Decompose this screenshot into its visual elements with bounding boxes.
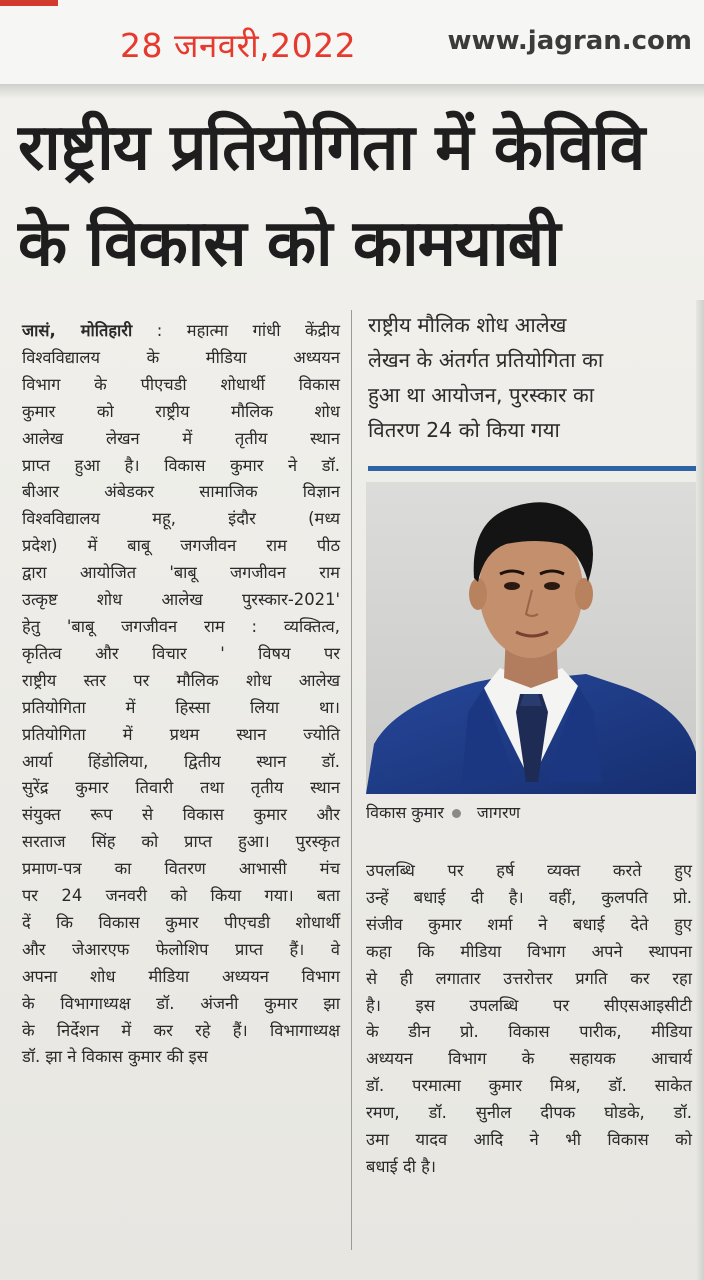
caption-name: विकास कुमार xyxy=(366,803,444,822)
body-line: उन्हें बधाई दी है। वहीं, कुलपति प्रो. xyxy=(366,887,692,907)
page-edge-shadow xyxy=(696,300,704,1280)
body-column-right xyxy=(366,858,692,1181)
caption-credit: जागरण xyxy=(476,803,521,822)
body-line: प्रतियोगिता में प्रथम स्थान ज्योति xyxy=(22,724,340,744)
deck-line: वितरण 24 को किया गया xyxy=(368,418,560,442)
deck-rule xyxy=(368,466,696,471)
body-line: कुमार को राष्ट्रीय मौलिक शोध xyxy=(22,401,340,421)
body-line: के निर्देशन में कर रहे हैं। विभागाध्यक्ष xyxy=(22,1020,340,1040)
body-line: सुरेंद्र कुमार तिवारी तथा तृतीय स्थान xyxy=(22,778,340,798)
body-line: उमा यादव आदि ने भी विकास को xyxy=(366,1130,692,1150)
body-line: कृतित्व और विचार ' विषय पर xyxy=(22,643,340,663)
header-rule xyxy=(0,84,704,98)
headline-line-2: के विकास को कामयाबी xyxy=(18,207,560,281)
body-line: संयुक्त रूप से विकास कुमार और xyxy=(22,805,340,825)
body-line: है। इस उपलब्धि पर सीएसआइसीटी xyxy=(366,995,692,1015)
body-line: डॉ. परमात्मा कुमार मिश्र, डॉ. साकेत xyxy=(366,1076,692,1096)
body-line: बीआर अंबेडकर सामाजिक विज्ञान xyxy=(22,482,340,502)
body-line: सरताज सिंह को प्राप्त हुआ। पुरस्कृत xyxy=(22,832,340,852)
body-line: आलेख लेखन में तृतीय स्थान xyxy=(22,428,340,448)
body-line: विश्वविद्यालय के मीडिया अध्ययन xyxy=(22,347,340,367)
body-line: द्वारा आयोजित 'बाबू जगजीवन राम xyxy=(22,563,340,583)
body-line: विभाग के पीएचडी शोधार्थी विकास xyxy=(22,374,340,394)
headline-line-1: राष्ट्रीय प्रतियोगिता में केविवि xyxy=(18,111,645,185)
body-line: पर 24 जनवरी को किया गया। बता xyxy=(22,886,340,906)
body-line: रमण, डॉ. सुनील दीपक घोडके, डॉ. xyxy=(366,1103,692,1123)
portrait-photo xyxy=(366,482,696,794)
body-line: राष्ट्रीय स्तर पर मौलिक शोध आलेख xyxy=(22,670,340,690)
body-line: और जेआरएफ फेलोशिप प्राप्त हैं। वे xyxy=(22,939,340,959)
body-line: विश्वविद्यालय महू, इंदौर (मध्य xyxy=(22,509,340,529)
bullet-icon xyxy=(452,809,461,818)
body-line: अध्ययन विभाग के सहायक आचार्य xyxy=(366,1049,692,1069)
body-line: से ही लगातार उत्तरोत्तर प्रगति कर रहा xyxy=(366,968,692,988)
body-column-left xyxy=(22,318,340,1071)
body-line: अपना शोध मीडिया अध्ययन विभाग xyxy=(22,966,340,986)
body-line: प्रदेश) में बाबू जगजीवन राम पीठ xyxy=(22,536,340,556)
body-line: संजीव कुमार शर्मा ने बधाई देते हुए xyxy=(366,914,692,934)
body-line: हेतु 'बाबू जगजीवन राम : व्यक्तित्व, xyxy=(22,616,340,636)
sub-headline xyxy=(368,308,688,448)
body-line: उपलब्धि पर हर्ष व्यक्त करते हुए xyxy=(366,861,692,880)
headline xyxy=(18,100,704,292)
body-line: बधाई दी है। xyxy=(366,1156,437,1176)
body-line: के डीन प्रो. विकास पारीक, मीडिया xyxy=(366,1022,692,1042)
publication-date: 28 जनवरी,2022 xyxy=(120,26,357,65)
body-line: के विभागाध्यक्ष डॉ. अंजनी कुमार झा xyxy=(22,993,340,1013)
corner-red-mark xyxy=(0,0,58,6)
deck-line: लेखन के अंतर्गत प्रतियोगिता का xyxy=(368,348,604,372)
body-line: आर्या हिंडोलिया, द्वितीय स्थान डॉ. xyxy=(22,751,340,771)
body-line: उत्कृष्ट शोध आलेख पुरस्कार-2021' xyxy=(22,590,340,610)
body-line: प्रतियोगिता में हिस्सा लिया था। xyxy=(22,697,340,717)
deck-line: राष्ट्रीय मौलिक शोध आलेख xyxy=(368,313,567,337)
photo-caption xyxy=(366,801,696,823)
body-line: कहा कि मीडिया विभाग अपने स्थापना xyxy=(366,941,692,961)
portrait-illustration xyxy=(366,482,696,794)
dateline: जासं, मोतिहारी xyxy=(22,321,133,340)
body-line: जासं, मोतिहारी : महात्मा गांधी केंद्रीय xyxy=(22,321,341,340)
body-line: डॉ. झा ने विकास कुमार की इस xyxy=(22,1047,208,1067)
website-url: www.jagran.com xyxy=(447,26,692,56)
body-line: दें कि विकास कुमार पीएचडी शोधार्थी xyxy=(22,912,340,932)
deck-line: हुआ था आयोजन, पुरस्कार का xyxy=(368,383,595,407)
column-divider xyxy=(351,310,352,1250)
body-line: प्राप्त हुआ है। विकास कुमार ने डॉ. xyxy=(22,455,340,475)
body-line: प्रमाण-पत्र का वितरण आभासी मंच xyxy=(22,859,340,879)
